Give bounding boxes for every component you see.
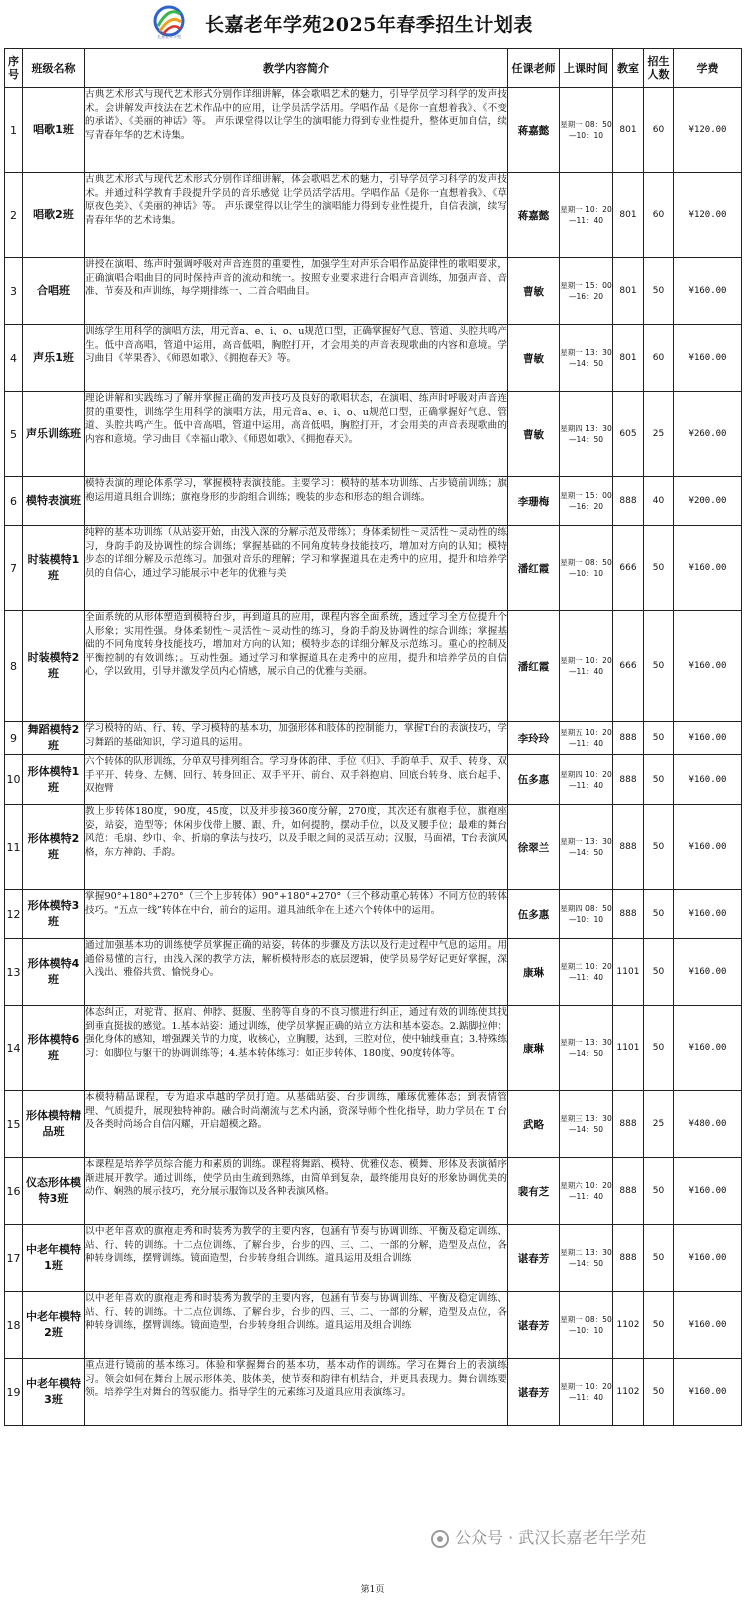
row-number: 1: [5, 88, 23, 173]
row-number: 14: [5, 1006, 23, 1091]
table-row: [5, 611, 742, 722]
class-description: 通过加强基本功的训练使学员掌握正确的站姿，转体的步骤及方法以及行走过程中气息的运用。用通俗易懂的言行，由浅入深的教学方法，解析模特形态的底层逻辑，使学员易学好记更好掌握，深入浅出、雅俗共赏、愉悦身心。: [85, 939, 508, 1006]
classroom: 605: [613, 392, 644, 477]
classroom: 1102: [613, 1359, 644, 1426]
header-teacher: 任课老师: [508, 49, 560, 88]
header-capacity: 招生人数: [644, 49, 674, 88]
teacher-name: 曹敏: [508, 325, 560, 392]
tuition-fee: ¥160.00: [674, 805, 742, 890]
class-time: 星期六 10：20—11：40: [560, 1158, 613, 1225]
class-name: 合唱班: [23, 258, 85, 325]
class-description: 体态纠正，对驼背、抠肩、伸脖、挺腹、坐胯等自身的不良习惯进行纠正，通过有效的训练使其找到垂直挺拔的感觉。1.基本站姿：通过训练，使学员掌握正确的站立方法和基本姿态。2.踮脚拉伸：强化身体的感知，增强踝关节的力度，收核心，立胸腰，达到，三腔对位，使中轴线垂直；3.特殊练习：如脚位与躯干的协调训练等；4.基本转体练习：如正步转体、180度、90度转体等。: [85, 1006, 508, 1091]
header-description: 教学内容简介: [85, 49, 508, 88]
enrollment-capacity: 50: [644, 1158, 674, 1225]
enrollment-table: [4, 48, 742, 1426]
header-no: 序号: [5, 49, 23, 88]
row-number: 19: [5, 1359, 23, 1426]
wechat-official-account-icon: [430, 1529, 450, 1549]
tuition-fee: ¥160.00: [674, 939, 742, 1006]
enrollment-capacity: 60: [644, 325, 674, 392]
classroom: 666: [613, 611, 644, 722]
classroom: 1101: [613, 1006, 644, 1091]
row-number: 15: [5, 1091, 23, 1158]
tuition-fee: ¥160.00: [674, 325, 742, 392]
tuition-fee: ¥200.00: [674, 477, 742, 526]
table-row: [5, 392, 742, 477]
row-number: 13: [5, 939, 23, 1006]
class-description: 六个转体的队形训练，分单双号排列组合。学习身体韵律、手位《归》、手韵单手、双手、转身、双手平开、转身、左侧、回行、转身回正、双手平开、前台、双手斜抱肩、回底台转身、底台起手、双抱臂: [85, 755, 508, 805]
enrollment-capacity: 25: [644, 1091, 674, 1158]
table-row: [5, 173, 742, 258]
table-row: [5, 1292, 742, 1359]
class-time: 星期二 13：30—14：50: [560, 1225, 613, 1292]
class-description: 重点进行镜前的基本练习。体验和掌握舞台的基本功，基本动作的训练。学习在舞台上的表演练习。领会如何在舞台上展示形体美、肢体美，使节奏和韵律有机结合，并更具表现力。舞台训练要领。培养学生对舞台的驾驭能力。指导学生的元素练习及道具应用表演练习。: [85, 1359, 508, 1426]
teacher-name: 蒋嘉懿: [508, 88, 560, 173]
teacher-name: 武略: [508, 1091, 560, 1158]
teacher-name: 李珊梅: [508, 477, 560, 526]
teacher-name: 裴有芝: [508, 1158, 560, 1225]
enrollment-capacity: 60: [644, 88, 674, 173]
tuition-fee: ¥160.00: [674, 1158, 742, 1225]
teacher-name: 谌春芳: [508, 1292, 560, 1359]
class-time: 星期一 15：00—16：20: [560, 258, 613, 325]
class-time: 星期一 13：30—14：50: [560, 325, 613, 392]
class-time: 星期四 08：50—10：10: [560, 890, 613, 939]
enrollment-capacity: 50: [644, 1006, 674, 1091]
class-time: 星期一 13：30—14：50: [560, 1006, 613, 1091]
class-name: 模特表演班: [23, 477, 85, 526]
class-description: 古典艺术形式与现代艺术形式分别作详细讲解，体会歌唱艺术的魅力，引导学员学习科学的发声技术。并通过科学教育手段提升学员的音乐感觉 让学员活学活用。学唱作品《是你一直想着我》、《草原夜色美》、《美丽的神话》等。 声乐课堂得以让学生的演唱能力得到专业性提升，自信表演，续写青春年华的艺术诗集。: [85, 173, 508, 258]
row-number: 17: [5, 1225, 23, 1292]
classroom: 888: [613, 890, 644, 939]
logo-text: 长嘉老年学苑: [157, 34, 181, 39]
classroom: 888: [613, 722, 644, 755]
tuition-fee: ¥160.00: [674, 1006, 742, 1091]
class-name: 形体模特6班: [23, 1006, 85, 1091]
enrollment-capacity: 50: [644, 939, 674, 1006]
enrollment-capacity: 50: [644, 722, 674, 755]
class-time: 星期一 08：50—10：10: [560, 1292, 613, 1359]
tuition-fee: ¥480.00: [674, 1091, 742, 1158]
class-description: 以中老年喜欢的旗袍走秀和时装秀为教学的主要内容，包涵有节奏与协调训练、平衡及稳定训练、站、行、转的训练。十二点位训练、了解台步，台步的四、三、二、一部的分解，造型及点位，各种转身训练，摆臂训练。镜面造型，台步转身组合训练。道具运用及组合训练: [85, 1292, 508, 1359]
classroom: 888: [613, 477, 644, 526]
enrollment-capacity: 50: [644, 890, 674, 939]
row-number: 2: [5, 173, 23, 258]
class-name: 唱歌2班: [23, 173, 85, 258]
teacher-name: 蒋嘉懿: [508, 173, 560, 258]
class-name: 仪态形体模特3班: [23, 1158, 85, 1225]
table-row: [5, 325, 742, 392]
table-row: [5, 88, 742, 173]
classroom: 1101: [613, 939, 644, 1006]
header-time: 上课时间: [560, 49, 613, 88]
class-name: 形体模特精品班: [23, 1091, 85, 1158]
class-description: 学习模特的站、行、转、学习模特的基本功，加强形体和肢体的控制能力，掌握T台的表演技巧，学习舞蹈的基础知识，学习道具的运用。: [85, 722, 508, 755]
class-name: 唱歌1班: [23, 88, 85, 173]
class-name: 时装模特2班: [23, 611, 85, 722]
teacher-name: 李玲玲: [508, 722, 560, 755]
teacher-name: 潘红霞: [508, 526, 560, 611]
class-time: 星期三 13：30—14：50: [560, 1091, 613, 1158]
class-name: 形体模特1班: [23, 755, 85, 805]
tuition-fee: ¥160.00: [674, 890, 742, 939]
row-number: 16: [5, 1158, 23, 1225]
wechat-watermark: [430, 1525, 646, 1549]
table-row: [5, 939, 742, 1006]
class-time: 星期四 10：20—11：40: [560, 755, 613, 805]
teacher-name: 伍多惠: [508, 755, 560, 805]
class-description: 古典艺术形式与现代艺术形式分别作详细讲解，体会歌唱艺术的魅力，引导学员学习科学的发声技术。会讲解发声技法在艺术作品中的应用，让学员活学活用。学唱作品《是你一直想着我》、《不变的承诺》、《美丽的神话》等。 声乐课堂得以让学生的演唱能力得到专业性提升，整体更加自信，续写青春年华的艺术诗集。: [85, 88, 508, 173]
page-header: [0, 0, 745, 48]
watermark-text: 公众号 · 武汉长嘉老年学苑: [455, 1528, 647, 1547]
teacher-name: 曹敏: [508, 392, 560, 477]
tuition-fee: ¥160.00: [674, 526, 742, 611]
classroom: 888: [613, 1158, 644, 1225]
tuition-fee: ¥160.00: [674, 1292, 742, 1359]
table-row: [5, 477, 742, 526]
class-name: 时装模特1班: [23, 526, 85, 611]
class-time: 星期五 10：20—11：40: [560, 722, 613, 755]
tuition-fee: ¥260.00: [674, 392, 742, 477]
enrollment-capacity: 50: [644, 611, 674, 722]
class-name: 中老年模特1班: [23, 1225, 85, 1292]
class-name: 形体模特4班: [23, 939, 85, 1006]
row-number: 7: [5, 526, 23, 611]
table-row: [5, 1158, 742, 1225]
row-number: 5: [5, 392, 23, 477]
teacher-name: 谌春芳: [508, 1359, 560, 1426]
class-time: 星期一 10：20—11：40: [560, 1359, 613, 1426]
class-description: 讲授在演唱、练声时强调呼吸对声音连贯的重要性，加强学生对声乐合唱作品旋律性的歌唱要求，正确演唱合唱曲目的同时保持声音的流动和统一。按照专业要求进行合唱声音训练，加强声音、音准、节奏及和声训练，每学期排练一、二首合唱曲目。: [85, 258, 508, 325]
row-number: 3: [5, 258, 23, 325]
class-time: 星期一 08：50—10：10: [560, 526, 613, 611]
teacher-name: 康琳: [508, 1006, 560, 1091]
teacher-name: 伍多惠: [508, 890, 560, 939]
class-time: 星期一 15：00—16：20: [560, 477, 613, 526]
table-row: [5, 890, 742, 939]
table-row: [5, 526, 742, 611]
teacher-name: 曹敏: [508, 258, 560, 325]
class-name: 形体模特2班: [23, 805, 85, 890]
row-number: 9: [5, 722, 23, 755]
enrollment-capacity: 25: [644, 392, 674, 477]
class-description: 教上步转体180度，90度，45度，以及并步接360度分解，270度，其次还有旗袍手位，旗袍座姿，站姿，造型等；休闲步伐带上腰、跟、升，如何提胯，摆动手位，以及叉腰手位；最难的舞台风范：毛扇、纱巾、伞、折扇的拿法与技巧，以及手眼之间的灵活互动；汉服，马面裙，T台表演风格，东方神韵、手韵。: [85, 805, 508, 890]
enrollment-capacity: 50: [644, 526, 674, 611]
classroom: 801: [613, 88, 644, 173]
enrollment-capacity: 40: [644, 477, 674, 526]
class-name: 声乐1班: [23, 325, 85, 392]
class-description: 本课程是培养学员综合能力和素质的训练。课程将舞蹈、模特、优雅仪态、模舞、形体及表演循序渐进展开教学。通过训练，使学员由生疏到熟练，由简单到复杂，最终能用良好的形象协调优美的动作、娴熟的展示技巧，充分展示服饰以及各种表演风格。: [85, 1158, 508, 1225]
page-title: 长嘉老年学苑2025年春季招生计划表: [205, 14, 533, 36]
class-name: 形体模特3班: [23, 890, 85, 939]
classroom: 888: [613, 1091, 644, 1158]
classroom: 1102: [613, 1292, 644, 1359]
class-name: 中老年模特3班: [23, 1359, 85, 1426]
enrollment-capacity: 50: [644, 258, 674, 325]
class-description: 训练学生用科学的演唱方法，用元音a、e、i、o、u规范口型，正确掌握好气息、管道、头腔共鸣产生。低中音高唱，管道中运用，高音低唱，胸腔打开，才会用美的声音表现歌曲的内容和意境。学习曲目《苹果香》、《师恩如歌》、《拥抱春天》等。: [85, 325, 508, 392]
tuition-fee: ¥160.00: [674, 611, 742, 722]
tuition-fee: ¥120.00: [674, 88, 742, 173]
teacher-name: 徐翠兰: [508, 805, 560, 890]
classroom: 801: [613, 258, 644, 325]
table-row: [5, 1006, 742, 1091]
table-row: [5, 1225, 742, 1292]
enrollment-capacity: 50: [644, 805, 674, 890]
class-time: 星期一 08：50—10：10: [560, 88, 613, 173]
tuition-fee: ¥160.00: [674, 755, 742, 805]
tuition-fee: ¥120.00: [674, 173, 742, 258]
class-description: 理论讲解和实践练习了解并掌握正确的发声技巧及良好的歌唱状态，在演唱、练声时呼吸对声音连贯的重要性，训练学生用科学的演唱方法，用元音a、e、i、o、u规范口型，正确掌握好气息、管道、头腔共鸣产生。低中音高唱，管道中运用，高音低唱，胸腔打开，才会用美的声音表现歌曲的内容和意境。学习曲目《幸福山歌》、《师恩如歌》、《拥抱春天》。: [85, 392, 508, 477]
class-description: 模特表演的理论体系学习，掌握模特表演技能。主要学习：模特的基本功训练、占步镜前训练；旗袍运用道具组合训练；旗袍身形的步韵组合训练；晚装的步态和形态的组合训练。: [85, 477, 508, 526]
class-description: 纯粹的基本功训练（从站姿开始，由浅入深的分解示范及带练）；身体柔韧性～灵活性～灵动性的练习，身韵手韵及协调性的综合训练；掌握基础的不同角度转身技能技巧，增加对方向的认知；模特步态的详细分解及示范练习。加强对音乐的理解；学习和掌握道具在走秀中的应用，提升和培养学员的自信心，通过学习能展示中老年的优雅与美: [85, 526, 508, 611]
row-number: 8: [5, 611, 23, 722]
class-name: 声乐训练班: [23, 392, 85, 477]
table-header-row: [5, 49, 742, 88]
class-time: 星期一 10：20—11：40: [560, 173, 613, 258]
class-time: 星期二 10：20—11：40: [560, 939, 613, 1006]
header-class-name: 班级名称: [23, 49, 85, 88]
class-description: 全面系统的从形体塑造到模特台步，再到道具的应用，课程内容全面系统，透过学习全方位提升个人形象；实用性强。身体柔韧性～灵活性～灵动性的练习，身韵手韵及协调性的综合训练；掌握基础的不同角度转身技能技巧，增加对方向的认知；模特步态的详细分解及示范练习。重心的控制及平衡控制的有效训练；。互动性强。通过学习和掌握道具在走秀中的应用，提升和培养学员的自信心，学以致用，引导并激发学员内心情感，展示自己的优雅与美丽。: [85, 611, 508, 722]
classroom: 888: [613, 755, 644, 805]
class-description: 以中老年喜欢的旗袍走秀和时装秀为教学的主要内容，包涵有节奏与协调训练、平衡及稳定训练、站、行、转的训练。十二点位训练、了解台步，台步的四、三、二、一部的分解，造型及点位，各种转身训练，摆臂训练。镜面造型，台步转身组合训练。道具运用及组合训练: [85, 1225, 508, 1292]
teacher-name: 谌春芳: [508, 1225, 560, 1292]
tuition-fee: ¥160.00: [674, 258, 742, 325]
class-description: 掌握90°+180°+270°（三个上步转体）90°+180°+270°（三个移动重心转体）不同方位的转体技巧。“五点一线”转体在中台，前台的运用。道具油纸伞在上述六个转体中的运用。: [85, 890, 508, 939]
table-row: [5, 755, 742, 805]
table-row: [5, 722, 742, 755]
table-row: [5, 1359, 742, 1426]
teacher-name: 康琳: [508, 939, 560, 1006]
tuition-fee: ¥160.00: [674, 722, 742, 755]
tuition-fee: ¥160.00: [674, 1225, 742, 1292]
class-time: 星期一 13：30—14：50: [560, 805, 613, 890]
classroom: 801: [613, 325, 644, 392]
teacher-name: 潘红霞: [508, 611, 560, 722]
table-row: [5, 1091, 742, 1158]
enrollment-capacity: 50: [644, 755, 674, 805]
table-row: [5, 258, 742, 325]
class-name: 舞蹈模特2班: [23, 722, 85, 755]
table-row: [5, 805, 742, 890]
class-time: 星期四 13：30—14：50: [560, 392, 613, 477]
enrollment-capacity: 50: [644, 1292, 674, 1359]
enrollment-capacity: 50: [644, 1225, 674, 1292]
class-description: 本模特精品课程，专为追求卓越的学员打造。从基础站姿、台步训练，雕琢优雅体态；到表情管理、气质提升，展现独特神韵。融合时尚潮流与艺术内涵，资深导师个性化指导，助力学员在 T 台及各类时尚场合自信闪耀，开启超模之路。: [85, 1091, 508, 1158]
classroom: 666: [613, 526, 644, 611]
class-name: 中老年模特2班: [23, 1292, 85, 1359]
row-number: 12: [5, 890, 23, 939]
row-number: 11: [5, 805, 23, 890]
page-number: 第1页: [360, 1585, 385, 1595]
row-number: 18: [5, 1292, 23, 1359]
enrollment-capacity: 50: [644, 1359, 674, 1426]
classroom: 888: [613, 1225, 644, 1292]
row-number: 6: [5, 477, 23, 526]
enrollment-capacity: 60: [644, 173, 674, 258]
classroom: 888: [613, 805, 644, 890]
header-room: 教室: [613, 49, 644, 88]
row-number: 10: [5, 755, 23, 805]
classroom: 801: [613, 173, 644, 258]
header-fee: 学费: [674, 49, 742, 88]
row-number: 4: [5, 325, 23, 392]
class-time: 星期一 10：20—11：40: [560, 611, 613, 722]
tuition-fee: ¥160.00: [674, 1359, 742, 1426]
